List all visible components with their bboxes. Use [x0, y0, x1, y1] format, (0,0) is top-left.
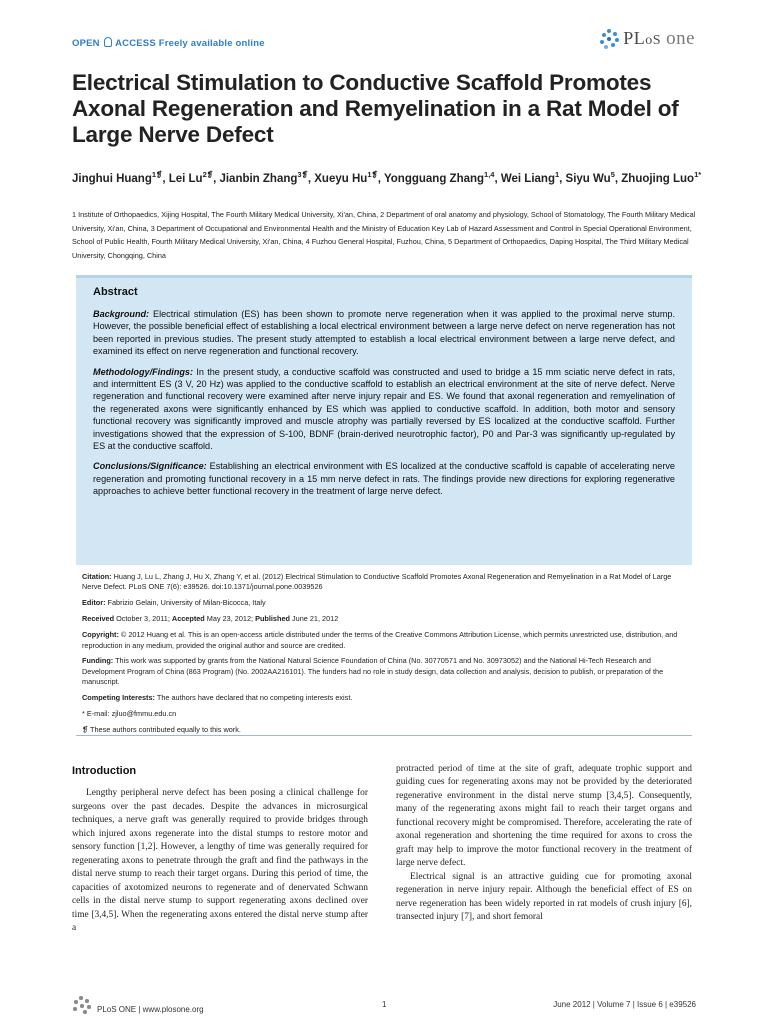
author-name: Lei Lu — [168, 172, 203, 185]
abstract-conclusions: Conclusions/Significance: Establishing an electrical environment with ES localized at the conductive scaffold is capable of accelerating nerve regeneration and promoting functional recovery in a 15 mm nerve defect in rats. The findings provide new directions for exploring regenerative approaches to achieve better functional recovery in the treatment of large nerve defect. — [93, 461, 675, 497]
metadata-divider — [76, 735, 692, 736]
article-metadata — [82, 572, 692, 741]
intro-paragraph-1-continued: protracted period of time at the site of graft, adequate trophic support and guiding cues for regenerating axons may not be provided by the deteriorated regenerative environment in the distal nerve stump [3,4,5]. Consequently, many of the regenerating axons might fail to reach their target organs and functional recovery might be compromised. Therefore, accelerating the rate of axonal regeneration and shortening the time required for axons to cross the graft may help to improve the motor functional recovery in the treatment of large nerve defect. — [396, 764, 692, 869]
introduction-heading: Introduction — [72, 765, 137, 777]
open-access-lock-icon — [104, 37, 112, 47]
author-name: Wei Liang — [500, 172, 555, 185]
open-access-label-b: ACCESS Freely available online — [115, 38, 265, 49]
funding: Funding: This work was supported by grants from the National Natural Science Foundation of China (No. 30770571 and No. 30973052) and the National Hi-Tech Research and Development Program of China (863 Program) (No. 2002AA216101). The funders had no role in study design, data collection and analysis, decision to publish, or preparation of the manuscript. — [82, 656, 664, 687]
author-name: Zhuojing Luo — [621, 172, 695, 185]
affiliations: 1 Institute of Orthopaedics, Xijing Hospital, The Fourth Military Medical University, Xi'an, China, 2 Department of oral anatomy and physiology, School of Stomatology, The Fourth Military Medical University, Xi'an, China, 3 Department of Occupational and Environmental Health and the Ministry of Education Key Lab of Hazard Assessment and Control in Special Operational Environment, School of Public Health, Fourth Military Medical University, Xi'an, China, 4 Fuzhou General Hospital, Fuzhou, China, 5 Department of Orthopaedics, Daping Hospital, The Third Military Medical University, Chongqing, China — [72, 210, 696, 260]
copyright: Copyright: © 2012 Huang et al. This is an open-access article distributed under the terms of the Creative Commons Attribution License, which permits unrestricted use, distribution, and reproduction in any medium, provided the original author and source are credited. — [82, 630, 678, 650]
author-name: Jinghui Huang — [72, 172, 152, 185]
intro-paragraph-2: Electrical signal is an attractive guiding cue for promoting axonal regeneration in nerve injury repair. Although the beneficial effect of ES on nerve regeneration has been widely reported in rat models of crush injury [6], transected injury [7], and short femoral — [396, 871, 692, 922]
corresponding-email[interactable]: * E-mail: zjluo@fmmu.edu.cn — [82, 709, 177, 719]
open-access-label-a: OPEN — [72, 38, 100, 49]
author-affiliation-marker: 1* — [694, 170, 702, 179]
competing-interests: Competing Interests: The authors have declared that no competing interests exist. — [82, 693, 353, 703]
author-name: Siyu Wu — [565, 172, 611, 185]
author-name: Yongguang Zhang — [383, 172, 485, 185]
author-affiliation-marker: 2❡ — [202, 170, 214, 179]
author-list: Jinghui Huang$^{1❡}$, Lei $Lu^{2❡}$, Jianbin Zhang$^{3❡}$, Xueyu $Hu^{1❡}$, Yongguang Zhang$^{1,4}$, Wei Liang$^1$, Siyu Wu$^5$, Zhuojing Luo$^{1*}$ — [72, 170, 702, 185]
dates: Received October 3, 2011; Accepted May 23, 2012; Published June 21, 2012 — [82, 614, 339, 624]
footer-journal-link[interactable]: PLoS ONE | www.plosone.org — [97, 1004, 204, 1014]
author-affiliation-marker: 1❡ — [367, 170, 378, 179]
body-column-right — [396, 763, 692, 924]
author-affiliation-marker: 5 — [610, 170, 615, 179]
plos-one-wordmark: PLoS one — [623, 28, 695, 49]
body-column-left — [72, 763, 368, 935]
article-title: Electrical Stimulation to Conductive Scaffold Promotes Axonal Regeneration and Remyelination in a Rat Model of Large Nerve Defect — [72, 70, 679, 147]
author-affiliation-marker: 1 — [554, 170, 560, 179]
abstract-methods: Methodology/Findings: In the present study, a conductive scaffold was constructed and used to bridge a 15 mm sciatic nerve defect in rats, and intermittent ES (3 V, 20 Hz) was applied to the conductive scaffold to establish an electrical environment at the site of nerve defect. Nerve regeneration and functional recovery were examined after nerve injury repair and ES. We found that axonal regeneration and remyelination of the regenerated axons were significantly enhanced by ES which was applied to conductive scaffold. In addition, both motor and sensory functional recovery was significantly improved and muscle atrophy was partially reversed by ES localized at the conductive scaffold. Further investigations showed that the expression of S-100, BDNF (brain-derived neurotrophic factor), P0 and Par-3 was significantly up-regulated by ES at the conductive scaffold. — [93, 366, 675, 452]
citation: Citation: Huang J, Lu L, Zhang J, Hu X, Zhang Y, et al. (2012) Electrical Stimulation to Conductive Scaffold Promotes Axonal Regeneration and Remyelination in a Rat Model of Large Nerve Defect. PLoS ONE 7(6): e39526. doi:10.1371/journal.pone.0039526 — [82, 572, 672, 592]
equal-contribution-note: ❡ These authors contributed equally to this work. — [82, 724, 241, 734]
editor: Editor: Fabrizio Gelain, University of Milan-Bicocca, Italy — [82, 598, 266, 608]
author-affiliation-marker: 3❡ — [297, 170, 308, 179]
footer-issue-info: June 2012 | Volume 7 | Issue 6 | e39526 — [553, 1000, 696, 1009]
plos-dots-icon — [599, 29, 619, 49]
page-number: 1 — [382, 1000, 387, 1009]
plos-one-logo — [599, 28, 695, 50]
plos-footer-dots-icon — [72, 996, 92, 1014]
author-affiliation-marker: 1,4 — [484, 170, 495, 179]
author-name: Xueyu Hu — [314, 172, 368, 185]
abstract-background: Background: Electrical stimulation (ES) has been shown to promote nerve regeneration when it was applied to the proximal nerve stump. However, the possible beneficial effect of establishing a local electrical environment between a large nerve defect on nerve regeneration has not been reported in previous studies. The present study attempted to establish a local electrical environment between a large nerve defect, and examined its effect on nerve regeneration and functional recovery. — [93, 309, 675, 357]
open-access-banner — [72, 37, 265, 49]
abstract-box — [76, 275, 692, 565]
author-name: Jianbin Zhang — [219, 172, 298, 185]
author-affiliation-marker: 1❡ — [151, 170, 163, 179]
intro-paragraph-1: Lengthy peripheral nerve defect has been posing a clinical challenge for surgeons over the past decades. Despite the advances in microsurgical techniques, a nerve graft was generally required to provide bridges through which injured axons regenerate into the distal stumps to restore motor and sensory function [1,2]. However, a lengthy of time was generally required for regenerating axons to penetrate through the graft and find the pathways in the distal nerve stump to reach their target organs. During this period of time, the capacities of axotomized neurons to regenerate and of denervated Schwann cells in the distal nerve stump to support regenerating axons declined over time [3,4,5]. When the regenerating axons entered the distal nerve stump after a — [72, 788, 368, 933]
abstract-heading: Abstract — [93, 286, 138, 298]
